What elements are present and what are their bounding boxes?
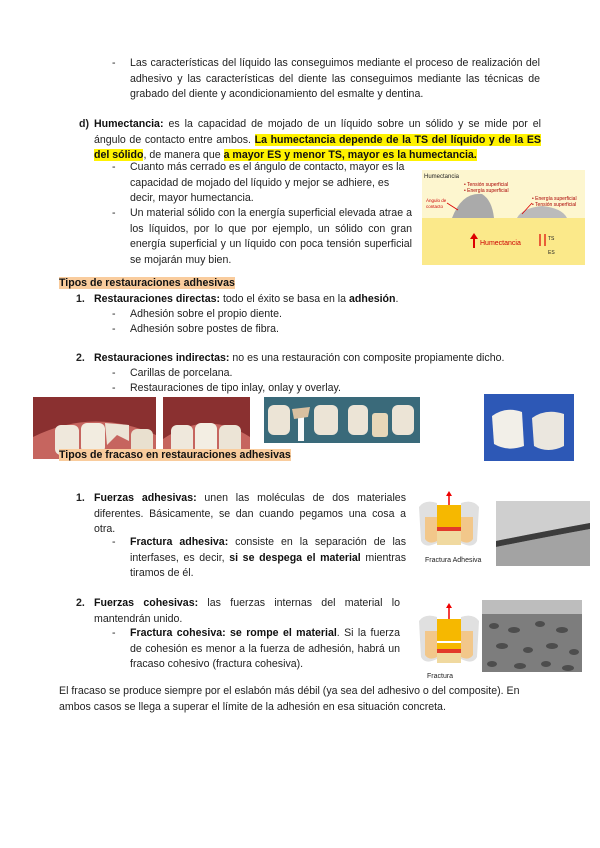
photo-post	[264, 397, 344, 443]
diagram-label-es: • Energía superficial	[464, 188, 509, 194]
humectancia-term: Humectancia:	[94, 118, 164, 130]
bullet-dash: -	[112, 382, 116, 394]
humectancia-text2: , de manera que	[143, 149, 224, 162]
bullet-dash: -	[112, 308, 116, 320]
restauraciones-directas: Restauraciones directas: todo el éxito se basa en la adhesión.	[94, 293, 399, 305]
list-number: 1.	[76, 293, 85, 305]
adhesive-fracture-diagram	[415, 491, 483, 564]
humectancia-paragraph	[94, 117, 541, 164]
adhesive-fracture-micrograph	[496, 501, 590, 566]
list-number: 2.	[76, 352, 85, 364]
directas-sub-1: Adhesión sobre el propio diente.	[130, 308, 282, 320]
bullet-dash: -	[112, 367, 116, 379]
fractura-adhesiva: Fractura adhesiva: consiste en la separación de las interfases, es decir, si se despega el material mientras tiramos de él.	[130, 536, 407, 580]
bullet-dash: -	[112, 627, 116, 639]
bullet-dash: -	[112, 57, 116, 69]
bullet-dash: -	[112, 161, 116, 173]
restauraciones-indirectas: Restauraciones indirectas: no es una restauración con composite propiamente dicho.	[94, 352, 505, 364]
humectancia-bullet-1: Cuanto más cerrado es el ángulo de contacto, mayor es la capacidad de mojado del líquido y mejor se adhiere, es decir, mayor humectancia.	[130, 161, 405, 205]
heading-restauraciones: Tipos de restauraciones adhesivas	[59, 277, 235, 289]
humectancia-bullet-2: Un material sólido con la energía superficial elevada atrae a los líquidos, por lo que por ejemplo, un sólido con gran energía superficial y un líquido con poca tensión superficial se mojarán muy bien.	[130, 207, 412, 266]
diagram-label-ts2: • Tensión superficial	[532, 202, 577, 208]
photo-veneers	[484, 394, 574, 461]
diagram-label-ts: • Tensión superficial	[464, 182, 509, 188]
photo-preparation	[344, 397, 420, 443]
diagram-es: ES	[548, 250, 555, 256]
section-marker: d)	[79, 118, 89, 130]
indirectas-sub-1: Carillas de porcelana.	[130, 367, 233, 379]
directas-sub-2: Adhesión sobre postes de fibra.	[130, 323, 279, 335]
diagram-title: Humectancia	[424, 174, 460, 180]
cohesive-fracture-caption: Fractura	[427, 673, 454, 680]
conclusion-paragraph: El fracaso se produce siempre por el eslabón más débil (ya sea del adhesivo o del composite). En ambos casos se llega a superar el límite de la adhesión en esa situación concreta.	[59, 685, 520, 713]
adhesive-fracture-caption: Fractura Adhesiva	[425, 557, 482, 564]
diagram-arrow-label: Humectancia	[480, 240, 521, 247]
list-number: 2.	[76, 597, 85, 609]
bullet-dash: -	[112, 536, 116, 548]
humectancia-highlight2: a mayor ES y menor TS, mayor es la humectancia.	[223, 149, 477, 162]
fractura-cohesiva: Fractura cohesiva: se rompe el material. Si la fuerza de cohesión es menor a la fuerza de adhesión, habrá un fracaso cohesivo (fractura cohesiva).	[130, 627, 400, 671]
indirectas-sub-2: Restauraciones de tipo inlay, onlay y overlay.	[130, 382, 342, 394]
bullet-dash: -	[112, 207, 116, 219]
cohesive-fracture-micrograph	[482, 600, 582, 672]
humectancia-highlight1: La humectancia depende de la TS del líquido y de la ES del sólido	[94, 133, 541, 162]
diagram-ts: TS	[548, 236, 555, 242]
intro-bullet-text: Las características del líquido las conseguimos mediante el proceso de realización del adhesivo y las características del diente las conseguimos mediante las técnicas de grabado del diente y acondicionamiento del esmalte y dentina.	[130, 57, 540, 101]
fuerzas-cohesivas: Fuerzas cohesivas: las fuerzas internas del material lo mantendrán unido.	[94, 597, 400, 625]
diagram-angle-label: Ángulo de contacto	[426, 198, 447, 209]
diagram-label-es2: • Energía superficial	[532, 196, 577, 202]
list-number: 1.	[76, 492, 85, 504]
fuerzas-adhesivas: Fuerzas adhesivas: unen las moléculas de dos materiales diferentes. Básicamente, se dan cuando pegamos una cosa a otra.	[94, 492, 406, 536]
heading-fracaso: Tipos de fracaso en restauraciones adhesivas	[59, 449, 291, 461]
cohesive-fracture-diagram	[415, 597, 483, 680]
humectancia-diagram	[422, 170, 585, 265]
humectancia-text1: es la capacidad de mojado de un líquido sobre un sólido y se mide por el ángulo de contacto entre ambos.	[94, 118, 541, 146]
bullet-dash: -	[112, 323, 116, 335]
